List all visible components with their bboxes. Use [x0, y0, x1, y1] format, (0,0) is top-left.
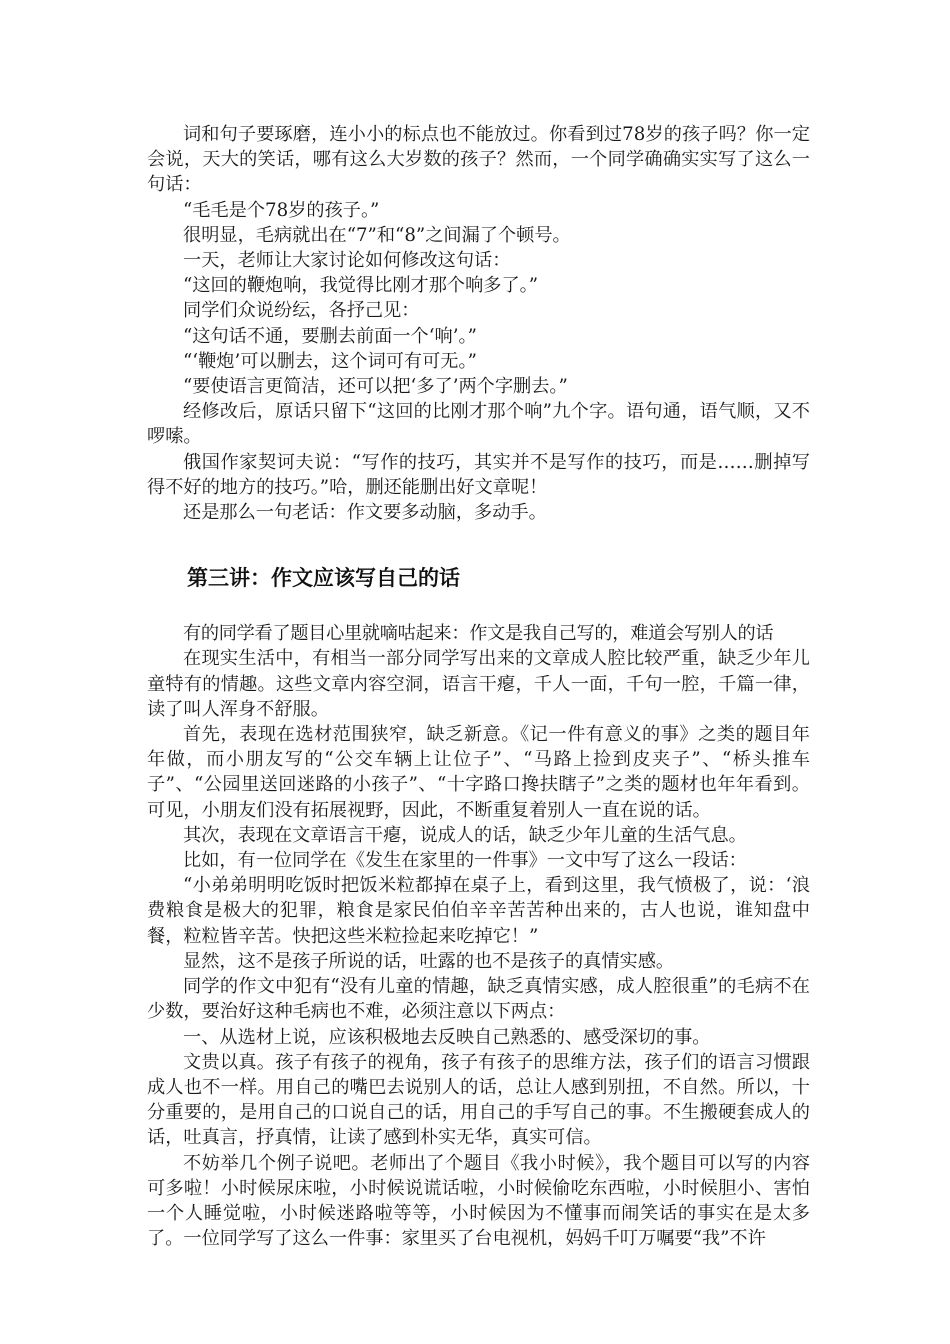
paragraph: 不妨举几个例子说吧。老师出了个题目《我小时候》，我个题目可以写的内容可多啦！小时候尿床啦，小时候说谎话啦，小时候偷吃东西啦，小时候胆小、害怕一个人睡觉啦，小时候迷路啦等等，小时候因为不懂事而闹笑话的事实在是太多了。一位同学写了这么一件事：家里买了台电视机，妈妈千叮万嘱要“我”不许	[147, 1152, 810, 1250]
paragraph: 一、从选材上说，应该积极地去反映自己熟悉的、感受深切的事。	[183, 1026, 711, 1048]
section-heading: 第三讲：作文应该写自己的话	[187, 566, 460, 591]
paragraph: 显然，这不是孩子所说的话，吐露的也不是孩子的真情实感。	[183, 950, 675, 972]
paragraph: “毛毛是个78岁的孩子。”	[183, 199, 380, 221]
paragraph: 还是那么一句老话：作文要多动脑，多动手。	[183, 502, 547, 524]
paragraph: 词和句子要琢磨，连小小的标点也不能放过。你看到过78岁的孩子吗？你一定会说，天大的笑话，哪有这么大岁数的孩子？然而，一个同学确确实实写了这么一句话：	[147, 124, 810, 196]
paragraph: 有的同学看了题目心里就嘀咕起来：作文是我自己写的，难道会写别人的话	[183, 623, 774, 645]
paragraph: 文贵以真。孩子有孩子的视角，孩子有孩子的思维方法，孩子们的语言习惯跟成人也不一样。用自己的嘴巴去说别人的话，总让人感到别扭，不自然。所以，十分重要的，是用自己的口说自己的话，用自己的手写自己的事。不生搬硬套成人的话，吐真言，抒真情，让读了感到朴实无华，真实可信。	[147, 1051, 810, 1149]
paragraph: “这句话不通，要删去前面一个‘响’。”	[183, 325, 477, 347]
paragraph: 经修改后，原话只留下“这回的比刚才那个响”九个字。语句通，语气顺，又不啰嗦。	[147, 401, 810, 448]
paragraph: 其次，表现在文章语言干瘪，说成人的话，缺乏少年儿童的生活气息。	[183, 824, 747, 846]
paragraph: 很明显，毛病就出在“7”和“8”之间漏了个顿号。	[183, 224, 571, 246]
paragraph: 首先，表现在选材范围狭窄，缺乏新意。《记一件有意义的事》之类的题目年年做，而小朋友写的“公交车辆上让位子”、“马路上捡到皮夹子”、“桥头推车子”、“公园里送回迷路的小孩子”、“十字路口搀扶瞎子”之类的题材也年年看到。可见，小朋友们没有拓展视野，因此，不断重复着别人一直在说的话。	[147, 724, 810, 821]
paragraph: 同学的作文中犯有“没有儿童的情趣，缺乏真情实感，成人腔很重”的毛病不在少数，要治好这种毛病也不难，必须注意以下两点：	[147, 976, 810, 1023]
paragraph: 比如，有一位同学在《发生在家里的一件事》一文中写了这么一段话：	[183, 850, 747, 872]
paragraph: “小弟弟明明吃饭时把饭米粒都掉在桌子上，看到这里，我气愤极了，说：‘浪费粮食是极大的犯罪，粮食是家民伯伯辛辛苦苦种出来的，古人也说，谁知盘中餐，粒粒皆辛苦。快把这些米粒捡起来吃掉它！”	[147, 875, 810, 947]
paragraph: 同学们众说纷纭，各抒己见：	[183, 300, 420, 322]
paragraph: “要使语言更简洁，还可以把‘多了’两个字删去。”	[183, 376, 568, 398]
document-page	[147, 122, 810, 1251]
paragraph: “这回的鞭炮响，我觉得比刚才那个响多了。”	[183, 275, 539, 297]
paragraph: 一天，老师让大家讨论如何修改这句话：	[183, 250, 511, 272]
paragraph: 在现实生活中，有相当一部分同学写出来的文章成人腔比较严重，缺乏少年儿童特有的情趣。这些文章内容空洞，语言干瘪，千人一面，千句一腔，千篇一律，读了叫人浑身不舒服。	[147, 648, 810, 720]
paragraph: “‘鞭炮’可以删去，这个词可有可无。”	[183, 350, 477, 372]
paragraph: 俄国作家契诃夫说：“写作的技巧，其实并不是写作的技巧，而是……删掉写得不好的地方的技巧。”哈，删还能删出好文章呢！	[147, 451, 810, 498]
